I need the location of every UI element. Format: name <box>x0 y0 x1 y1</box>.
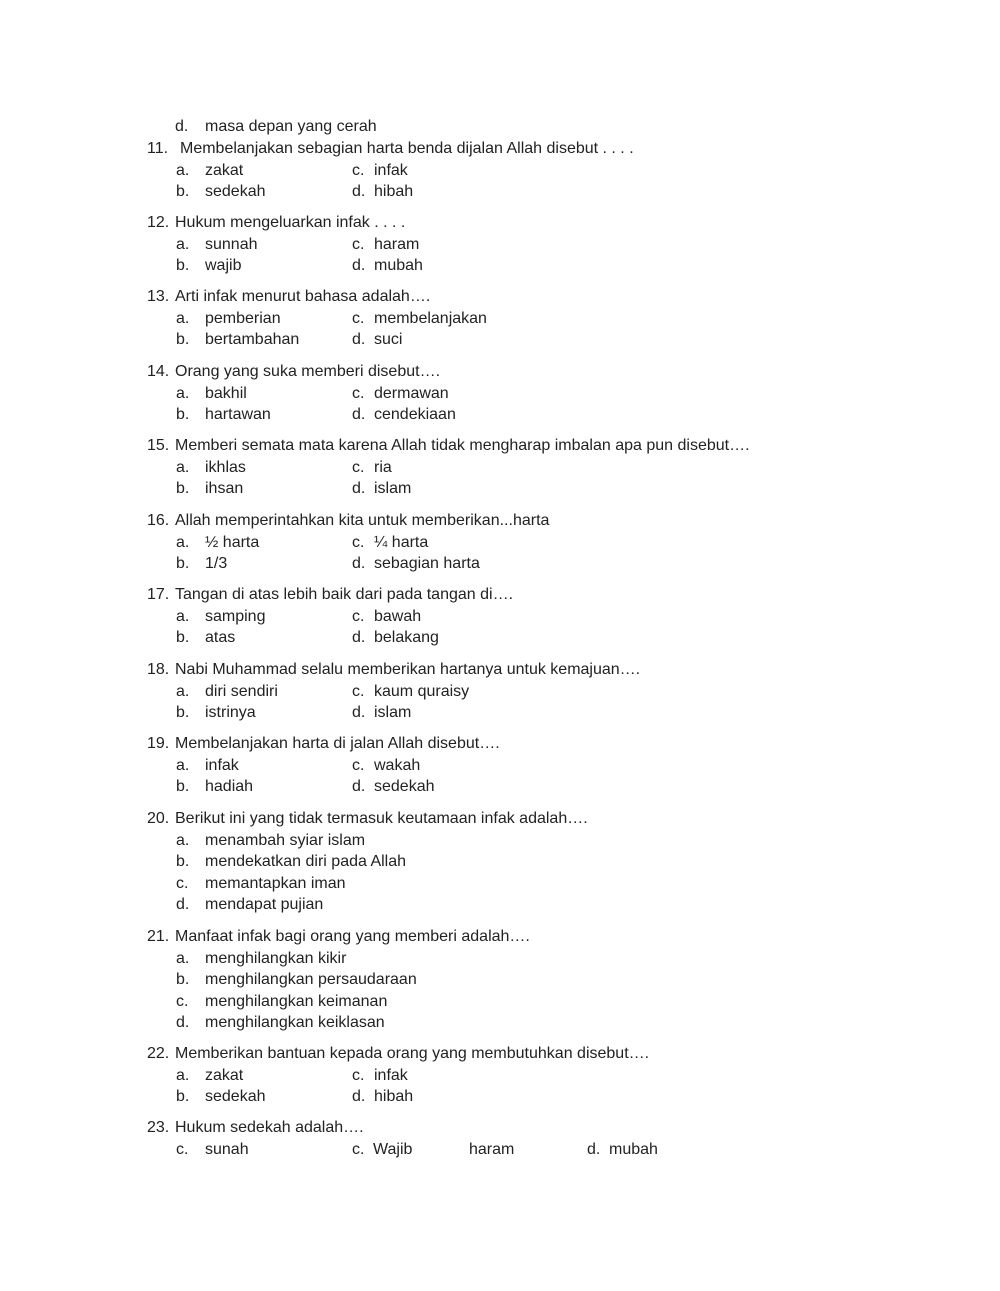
option-letter: c. <box>352 1066 365 1084</box>
question-text: Manfaat infak bagi orang yang memberi adalah…. <box>175 928 530 945</box>
option-text: memantapkan iman <box>205 874 346 892</box>
option-letter: c. <box>176 992 189 1010</box>
option-text: menghilangkan keimanan <box>205 992 388 1010</box>
question-text: Allah memperintahkan kita untuk memberikan...harta <box>175 512 550 529</box>
option-letter: b. <box>176 480 190 497</box>
option-text: menghilangkan kikir <box>205 949 347 967</box>
option-letter: a. <box>176 161 190 179</box>
option-text: pemberian <box>205 309 281 327</box>
question-number: 23. <box>147 1119 170 1136</box>
option-text: wakah <box>374 756 421 774</box>
option-text: sebagian harta <box>374 555 480 572</box>
option-letter: c. <box>352 533 365 551</box>
question-text: Hukum mengeluarkan infak . . . . <box>175 214 406 231</box>
option-letter: a. <box>176 1066 190 1084</box>
option-text: infak <box>374 161 408 179</box>
question-text: Hukum sedekah adalah…. <box>175 1119 364 1136</box>
option-letter: a. <box>176 384 190 402</box>
option-text: ¼ harta <box>374 533 429 551</box>
option-text: belakang <box>374 629 439 646</box>
carryover-option-text: masa depan yang cerah <box>205 118 377 135</box>
option-text: diri sendiri <box>205 682 278 700</box>
option-text: suci <box>374 331 403 348</box>
option-letter: b. <box>176 183 190 200</box>
question-text: Membelanjakan harta di jalan Allah disebut…. <box>175 735 500 752</box>
question-text: Memberikan bantuan kepada orang yang membutuhkan disebut…. <box>175 1045 650 1062</box>
option-letter: b. <box>176 629 190 646</box>
question-text: Arti infak menurut bahasa adalah…. <box>175 288 431 305</box>
option-text: haram <box>469 1140 515 1158</box>
option-letter: b. <box>176 257 190 274</box>
option-letter: d. <box>587 1140 601 1158</box>
option-letter: b. <box>176 971 190 988</box>
question-text: Orang yang suka memberi disebut…. <box>175 363 441 380</box>
option-letter: c. <box>352 235 365 253</box>
option-text: Wajib <box>373 1140 413 1158</box>
option-letter: c. <box>352 384 365 402</box>
option-text: membelanjakan <box>374 309 487 327</box>
question-text: Memberi semata mata karena Allah tidak mengharap imbalan apa pun disebut…. <box>175 437 750 454</box>
option-letter: b. <box>176 778 190 795</box>
option-letter: a. <box>176 831 190 849</box>
question-number: 22. <box>147 1045 170 1062</box>
option-letter: c. <box>352 161 365 179</box>
option-text: zakat <box>205 1066 244 1084</box>
option-letter: b. <box>176 331 190 348</box>
option-letter: a. <box>176 682 190 700</box>
option-text: bakhil <box>205 384 247 402</box>
option-text: hadiah <box>205 778 254 795</box>
question-number: 11. <box>147 140 169 157</box>
option-text: wajib <box>205 257 242 274</box>
option-text: infak <box>205 756 239 774</box>
option-text: bawah <box>374 607 422 625</box>
option-text: bertambahan <box>205 331 300 348</box>
option-text: haram <box>374 235 420 253</box>
option-text: ria <box>374 458 392 476</box>
option-text: menambah syiar islam <box>205 831 366 849</box>
option-letter: a. <box>176 607 190 625</box>
question-number: 16. <box>147 512 170 529</box>
option-text: mendapat pujian <box>205 896 324 913</box>
option-letter: c. <box>352 458 365 476</box>
option-letter: c. <box>352 1140 365 1158</box>
option-text: atas <box>205 629 236 646</box>
option-text: sedekah <box>205 183 266 200</box>
option-letter: d. <box>352 257 366 274</box>
option-text: samping <box>205 607 266 625</box>
option-letter: a. <box>176 309 190 327</box>
question-number: 15. <box>147 437 170 454</box>
option-text: menghilangkan keiklasan <box>205 1014 385 1031</box>
option-text: hartawan <box>205 406 271 423</box>
carryover-option-letter: d. <box>175 118 189 135</box>
option-text: sunnah <box>205 235 258 253</box>
option-text: islam <box>374 480 412 497</box>
question-number: 19. <box>147 735 170 752</box>
option-text: islam <box>374 704 412 721</box>
option-text: sunah <box>205 1140 249 1158</box>
option-text: hibah <box>374 183 414 200</box>
option-letter: d. <box>352 406 366 423</box>
option-letter: c. <box>352 607 365 625</box>
option-text: ihsan <box>205 480 244 497</box>
question-number: 18. <box>147 661 170 678</box>
option-letter: c. <box>176 1140 189 1158</box>
option-text: istrinya <box>205 704 256 721</box>
question-number: 14. <box>147 363 170 380</box>
option-letter: b. <box>176 555 190 572</box>
option-letter: c. <box>352 309 365 327</box>
option-text: infak <box>374 1066 408 1084</box>
option-letter: d. <box>352 331 366 348</box>
option-text: ½ harta <box>205 533 260 551</box>
option-letter: d. <box>352 555 366 572</box>
option-text: 1/3 <box>205 555 228 572</box>
option-letter: d. <box>352 480 366 497</box>
option-text: menghilangkan persaudaraan <box>205 971 417 988</box>
option-letter: d. <box>352 183 366 200</box>
option-letter: d. <box>352 1088 366 1105</box>
option-text: sedekah <box>374 778 435 795</box>
option-letter: a. <box>176 533 190 551</box>
option-text: hibah <box>374 1088 414 1105</box>
option-letter: c. <box>352 682 365 700</box>
option-letter: b. <box>176 853 190 870</box>
option-letter: b. <box>176 1088 190 1105</box>
question-text: Nabi Muhammad selalu memberikan hartanya untuk kemajuan…. <box>175 661 641 678</box>
option-letter: d. <box>176 896 190 913</box>
question-number: 12. <box>147 214 170 231</box>
option-text: zakat <box>205 161 244 179</box>
question-number: 21. <box>147 928 170 945</box>
option-letter: b. <box>176 704 190 721</box>
option-letter: a. <box>176 458 190 476</box>
question-text: Berikut ini yang tidak termasuk keutamaan infak adalah…. <box>175 810 588 827</box>
option-letter: d. <box>352 778 366 795</box>
option-letter: c. <box>176 874 189 892</box>
question-number: 17. <box>147 586 170 603</box>
option-text: mubah <box>374 257 423 274</box>
option-text: kaum quraisy <box>374 682 470 700</box>
option-letter: d. <box>176 1014 190 1031</box>
question-text: Tangan di atas lebih baik dari pada tangan di…. <box>175 586 514 603</box>
option-letter: c. <box>352 756 365 774</box>
option-text: cendekiaan <box>374 406 456 423</box>
option-letter: a. <box>176 756 190 774</box>
option-text: ikhlas <box>205 458 246 476</box>
question-number: 20. <box>147 810 170 827</box>
question-number: 13. <box>147 288 170 305</box>
option-text: sedekah <box>205 1088 266 1105</box>
option-letter: a. <box>176 235 190 253</box>
question-text: Membelanjakan sebagian harta benda dijalan Allah disebut . . . . <box>180 140 634 157</box>
option-text: dermawan <box>374 384 449 402</box>
option-letter: a. <box>176 949 190 967</box>
option-letter: d. <box>352 704 366 721</box>
option-text: mubah <box>609 1140 658 1158</box>
option-letter: b. <box>176 406 190 423</box>
option-letter: d. <box>352 629 366 646</box>
option-text: mendekatkan diri pada Allah <box>205 853 407 870</box>
